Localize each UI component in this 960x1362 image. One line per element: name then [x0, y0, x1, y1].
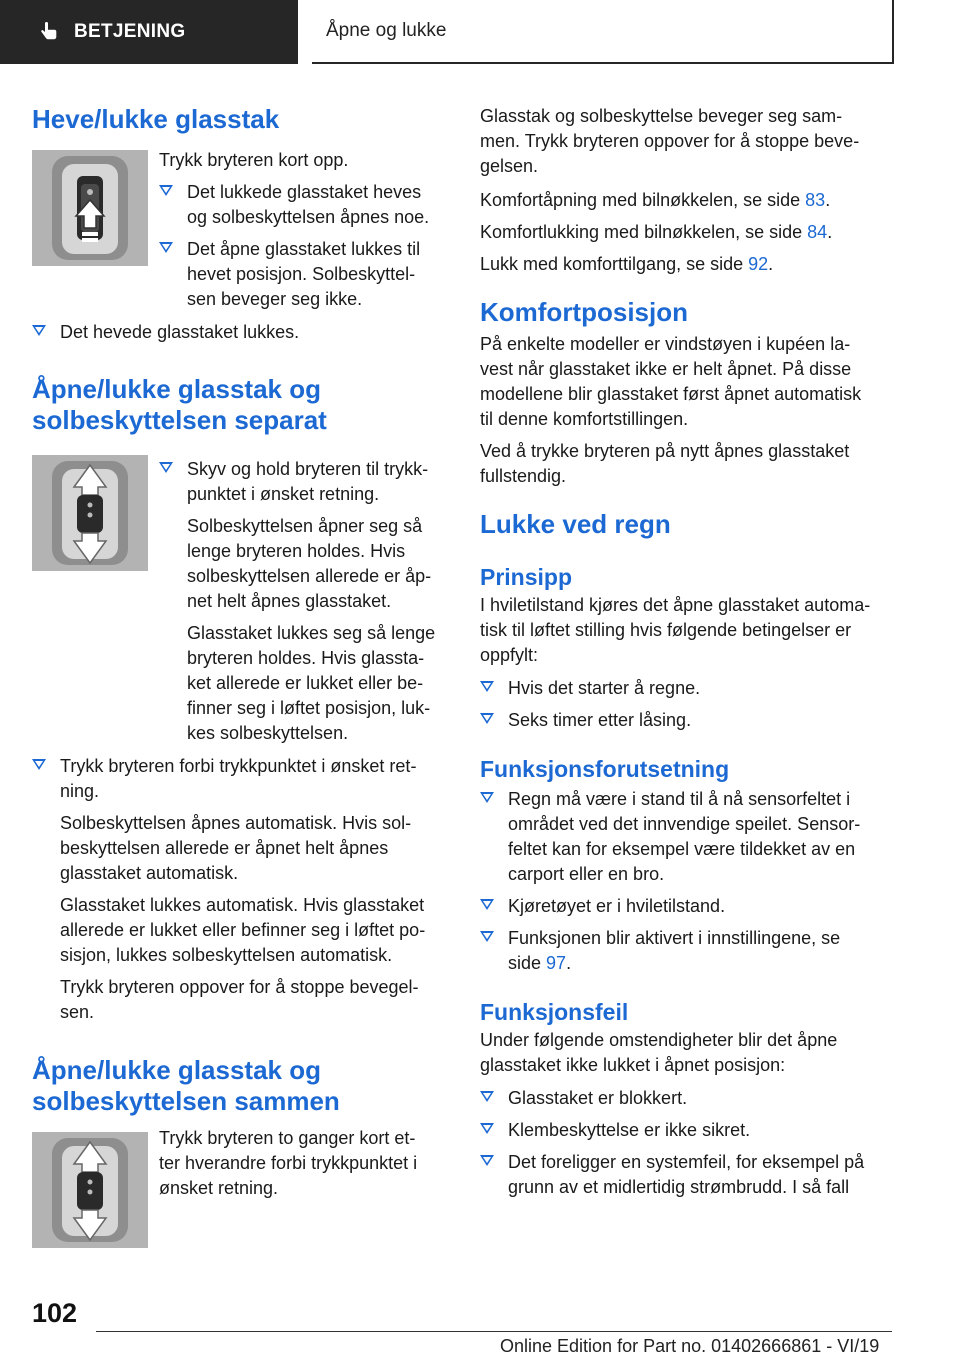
section-tab[interactable]: [0, 0, 298, 64]
page-header: [0, 0, 960, 66]
page-number: 102: [32, 1298, 78, 1328]
list-item: Trykk bryteren forbi trykkpunktet i ønsket ret- ning. Solbeskyttelsen åpnes automatisk. Hvis sol- beskyttelsen allerede er åpnet helt åpnes glasstaket automatisk. Glasstaket lukkes automatisk. Hvis glasstaket allerede er lukket eller befinner seg i løftet po- sisjon, lukkes solbeskyttelsen automatisk. Trykk bryteren oppover for å stoppe bevegel- sen.: [32, 754, 452, 1025]
chapter-tab[interactable]: [312, 0, 894, 64]
list-item: Glasstaket er blokkert.: [480, 1086, 895, 1111]
list-item: Funksjonen blir aktivert i innstillingene, se side 97.: [480, 926, 895, 976]
reference-line: Komfortlukking med bilnøkkelen, se side 84.: [480, 222, 833, 242]
heading-heve-lukke: Heve/lukke glasstak: [32, 104, 280, 134]
left-column: Heve/lukke glasstak Trykk bryteren kort opp. Det lukkede glasstaket heves og solbeskyttelsen åpnes noe. Det åpne glasstaket lukkes til hevet posisjon. Solbeskyttel- sen beveger seg ikke. Det hevede glasstaket lukkes. Åpne/lukke glasstak og solbeskyttelsen separat Skyv og hold bryteren til trykk- punktet i ønsket retning. Solbeskyttelsen åpner seg så lenge bryteren holdes. Hvis solbeskyttelsen allerede er åp- net helt åpnes glasstaket. Glasstaket lukkes seg så lenge bryteren holdes. Hvis glassta- ket allerede er lukket eller be- finner seg i løftet posisjon, luk- kes solbeskyttelsen. Trykk bryteren forbi trykkpunktet i ønsket ret- ning. Solbeskyttelsen åpnes automatisk. Hvis sol- beskyttelsen allerede er åpnet helt åpnes glasstaket automatisk. Glasstaket lukkes automatisk. Hvis glasstaket allerede er lukket eller befinner seg i løftet po- sisjon, lukkes solbeskyttelsen automatisk. Trykk bryteren oppover for å stoppe bevegel- sen. Åpne/lukke glasstak og solbeskyttelsen sammen Trykk bryteren to ganger kort et- ter hverandre forbi trykkpunktet i ønsket retning.: [32, 100, 452, 1201]
list-item: Det åpne glasstaket lukkes til hevet posisjon. Solbeskyttel- sen beveger seg ikke.: [159, 237, 452, 312]
triangle-bullet-icon: [480, 1123, 494, 1134]
page-link-97[interactable]: 97: [546, 953, 567, 973]
edition-text: Online Edition for Part no. 01402666861 - VI/19: [500, 1336, 880, 1356]
chapter-title: Åpne og lukke: [326, 20, 447, 41]
list-item: Det lukkede glasstaket heves og solbeskyttelsen åpnes noe.: [159, 180, 452, 230]
reference-line: Komfortåpning med bilnøkkelen, se side 83.: [480, 190, 831, 210]
heading-lukke-ved-regn: Lukke ved regn: [480, 509, 671, 539]
heading-separat: Åpne/lukke glasstak og solbeskyttelsen separat: [32, 374, 327, 435]
heading-komfortposisjon: Komfortposisjon: [480, 297, 688, 327]
triangle-bullet-icon: [480, 899, 494, 910]
heading-sammen: Åpne/lukke glasstak og solbeskyttelsen sammen: [32, 1055, 340, 1116]
right-column: Glasstak og solbeskyttelse beveger seg sam- men. Trykk bryteren oppover for å stoppe beve- gelsen. Komfortåpning med bilnøkkelen, se side 83. Komfortlukking med bilnøkkelen, se side 84. Lukk med komforttilgang, se side 92. Komfortposisjon På enkelte modeller er vindstøyen i kupéen la- vest når glasstaket ikke er helt åpnet. På disse modellene blir glasstaket først åpnet automatisk til denne komfortstillingen. Ved å trykke bryteren på nytt åpnes glasstaket fullstendig. Lukke ved regn Prinsipp I hviletilstand kjøres det åpne glasstaket automa- tisk til løftet stilling hvis følgende betingelser er oppfylt: Hvis det starter å regne. Seks timer etter låsing. Funksjonsforutsetning Regn må være i stand til å nå sensorfeltet i området ved det innvendige speilet. Sensor- feltet kan for eksempel være tildekket av en carport eller en bro. Kjøretøyet er i hviletilstand. Funksjonen blir aktivert i innstillingene, se side 97. Funksjonsfeil Under følgende omstendigheter blir det åpne glasstaket ikke lukket i åpnet posisjon: Glasstaket er blokkert. Klembeskyttelse er ikke sikret. Det foreligger en systemfeil, for eksempel på grunn av et midlertidig strømbrudd. I så fall: [480, 100, 895, 1200]
page-link-92[interactable]: 92: [748, 254, 769, 274]
footer-divider: [96, 1331, 892, 1332]
triangle-bullet-icon: [32, 759, 46, 770]
section-title: BETJENING: [74, 21, 186, 42]
triangle-bullet-icon: [480, 713, 494, 724]
list-item: Klembeskyttelse er ikke sikret.: [480, 1118, 895, 1143]
triangle-bullet-icon: [159, 242, 173, 253]
list-item: Seks timer etter låsing.: [480, 708, 895, 733]
reference-line: Lukk med komforttilgang, se side 92.: [480, 254, 774, 274]
triangle-bullet-icon: [32, 325, 46, 336]
triangle-bullet-icon: [159, 462, 173, 473]
list-item: Det hevede glasstaket lukkes.: [32, 320, 452, 345]
heading-prinsipp: Prinsipp: [480, 564, 573, 590]
page-link-83[interactable]: 83: [805, 190, 826, 210]
triangle-bullet-icon: [159, 185, 173, 196]
page-link-84[interactable]: 84: [807, 222, 828, 242]
triangle-bullet-icon: [480, 681, 494, 692]
heading-funksjonsforutsetning: Funksjonsforutsetning: [480, 756, 730, 782]
triangle-bullet-icon: [480, 792, 494, 803]
list-item: Kjøretøyet er i hviletilstand.: [480, 894, 895, 919]
triangle-bullet-icon: [480, 1091, 494, 1102]
triangle-bullet-icon: [480, 1155, 494, 1166]
list-item: Det foreligger en systemfeil, for eksempel på grunn av et midlertidig strømbrudd. I så fall: [480, 1150, 895, 1200]
triangle-bullet-icon: [480, 931, 494, 942]
heading-funksjonsfeil: Funksjonsfeil: [480, 999, 629, 1025]
list-item: Skyv og hold bryteren til trykk- punktet i ønsket retning. Solbeskyttelsen åpner seg så lenge bryteren holdes. Hvis solbeskyttelsen allerede er åp- net helt åpnes glasstaket. Glasstaket lukkes seg så lenge bryteren holdes. Hvis glassta- ket allerede er lukket eller be- finner seg i løftet posisjon, luk- kes solbeskyttelsen.: [159, 457, 452, 746]
list-item: Hvis det starter å regne.: [480, 676, 895, 701]
paragraph: Trykk bryteren kort opp.: [159, 150, 349, 170]
list-item: Regn må være i stand til å nå sensorfeltet i området ved det innvendige speilet. Sensor- feltet kan for eksempel være tildekket av en carport eller en bro.: [480, 787, 895, 887]
hand-pointer-icon: [38, 21, 60, 43]
